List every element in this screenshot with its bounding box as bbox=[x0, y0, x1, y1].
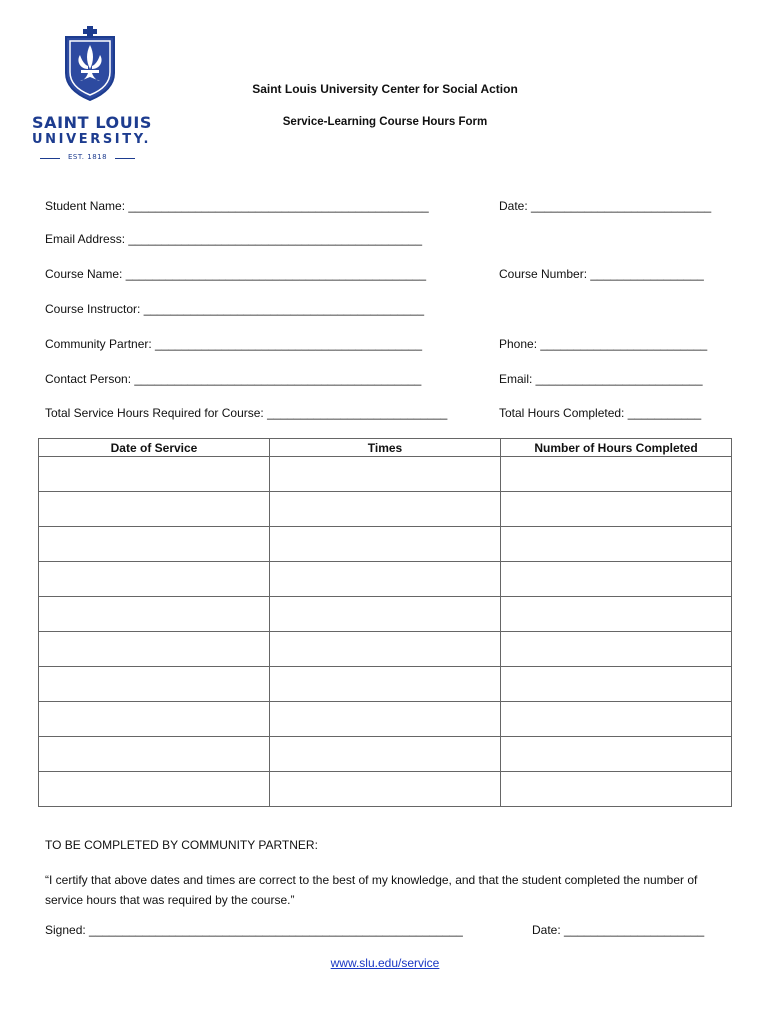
times-cell[interactable] bbox=[270, 667, 501, 702]
logo-wordmark-line2: UNIVERSITY. bbox=[32, 132, 152, 147]
table-body bbox=[39, 457, 732, 807]
partner-date-field[interactable]: Date: _____________________ bbox=[532, 923, 705, 937]
date-field[interactable]: Date: ___________________________ bbox=[499, 199, 712, 213]
established-text: EST. 1818 bbox=[68, 153, 108, 161]
form-title: Service-Learning Course Hours Form bbox=[282, 116, 488, 128]
table-row bbox=[39, 737, 732, 772]
table-row bbox=[39, 527, 732, 562]
times-cell[interactable] bbox=[270, 632, 501, 667]
signature-field[interactable]: Signed: ________________________________________________________ bbox=[45, 923, 463, 937]
times-cell[interactable] bbox=[270, 702, 501, 737]
service-website-link[interactable]: www.slu.edu/service bbox=[330, 956, 440, 970]
email-address-field[interactable]: Email Address: ____________________________________________ bbox=[45, 232, 423, 246]
hours-completed-cell[interactable] bbox=[501, 597, 732, 632]
course-number-field[interactable]: Course Number: _________________ bbox=[499, 267, 704, 281]
table-row bbox=[39, 772, 732, 807]
times-cell[interactable] bbox=[270, 772, 501, 807]
column-header-times: Times bbox=[270, 439, 501, 457]
logo-established bbox=[40, 152, 135, 164]
certification-statement: “I certify that above dates and times are correct to the best of my knowledge, and that the student completed the number of service hours that was required by the course.” bbox=[45, 873, 698, 907]
date-of-service-cell[interactable] bbox=[39, 527, 270, 562]
times-cell[interactable] bbox=[270, 737, 501, 772]
community-partner-field[interactable]: Community Partner: ________________________________________ bbox=[45, 337, 422, 351]
table-header-row bbox=[39, 439, 732, 457]
date-of-service-cell[interactable] bbox=[39, 562, 270, 597]
times-cell[interactable] bbox=[270, 492, 501, 527]
phone-field[interactable]: Phone: _________________________ bbox=[499, 337, 708, 351]
hours-completed-cell[interactable] bbox=[501, 527, 732, 562]
date-of-service-cell[interactable] bbox=[39, 702, 270, 737]
date-of-service-cell[interactable] bbox=[39, 492, 270, 527]
email-field[interactable]: Email: _________________________ bbox=[499, 372, 703, 386]
hours-completed-cell[interactable] bbox=[501, 772, 732, 807]
table-row bbox=[39, 702, 732, 737]
date-of-service-cell[interactable] bbox=[39, 737, 270, 772]
table-row bbox=[39, 457, 732, 492]
form-org-title: Saint Louis University Center for Social Action bbox=[252, 82, 518, 96]
times-cell[interactable] bbox=[270, 597, 501, 632]
hours-completed-cell[interactable] bbox=[501, 667, 732, 702]
table-row bbox=[39, 597, 732, 632]
column-header-date: Date of Service bbox=[39, 439, 270, 457]
hours-completed-cell[interactable] bbox=[501, 562, 732, 597]
hours-completed-cell[interactable] bbox=[501, 457, 732, 492]
hours-completed-cell[interactable] bbox=[501, 737, 732, 772]
date-of-service-cell[interactable] bbox=[39, 457, 270, 492]
course-name-field[interactable]: Course Name: _____________________________________________ bbox=[45, 267, 427, 281]
column-header-hours: Number of Hours Completed bbox=[501, 439, 732, 457]
service-hours-table bbox=[38, 438, 732, 807]
date-of-service-cell[interactable] bbox=[39, 667, 270, 702]
total-hours-required-field[interactable]: Total Service Hours Required for Course: ___________________________ bbox=[45, 406, 448, 420]
table-row bbox=[39, 492, 732, 527]
times-cell[interactable] bbox=[270, 562, 501, 597]
times-cell[interactable] bbox=[270, 527, 501, 562]
table-row bbox=[39, 667, 732, 702]
partner-section-heading: TO BE COMPLETED BY COMMUNITY PARTNER: bbox=[45, 838, 318, 852]
date-of-service-cell[interactable] bbox=[39, 772, 270, 807]
table-row bbox=[39, 562, 732, 597]
student-name-field[interactable]: Student Name: _____________________________________________ bbox=[45, 199, 429, 213]
hours-completed-cell[interactable] bbox=[501, 492, 732, 527]
times-cell[interactable] bbox=[270, 457, 501, 492]
logo-wordmark-line1: SAINT LOUIS bbox=[32, 113, 153, 132]
hours-completed-cell[interactable] bbox=[501, 632, 732, 667]
course-instructor-field[interactable]: Course Instructor: __________________________________________ bbox=[45, 302, 425, 316]
total-hours-completed-field[interactable]: Total Hours Completed: ___________ bbox=[499, 406, 702, 420]
hours-completed-cell[interactable] bbox=[501, 702, 732, 737]
date-of-service-cell[interactable] bbox=[39, 632, 270, 667]
date-of-service-cell[interactable] bbox=[39, 597, 270, 632]
contact-person-field[interactable]: Contact Person: ___________________________________________ bbox=[45, 372, 422, 386]
table-row bbox=[39, 632, 732, 667]
